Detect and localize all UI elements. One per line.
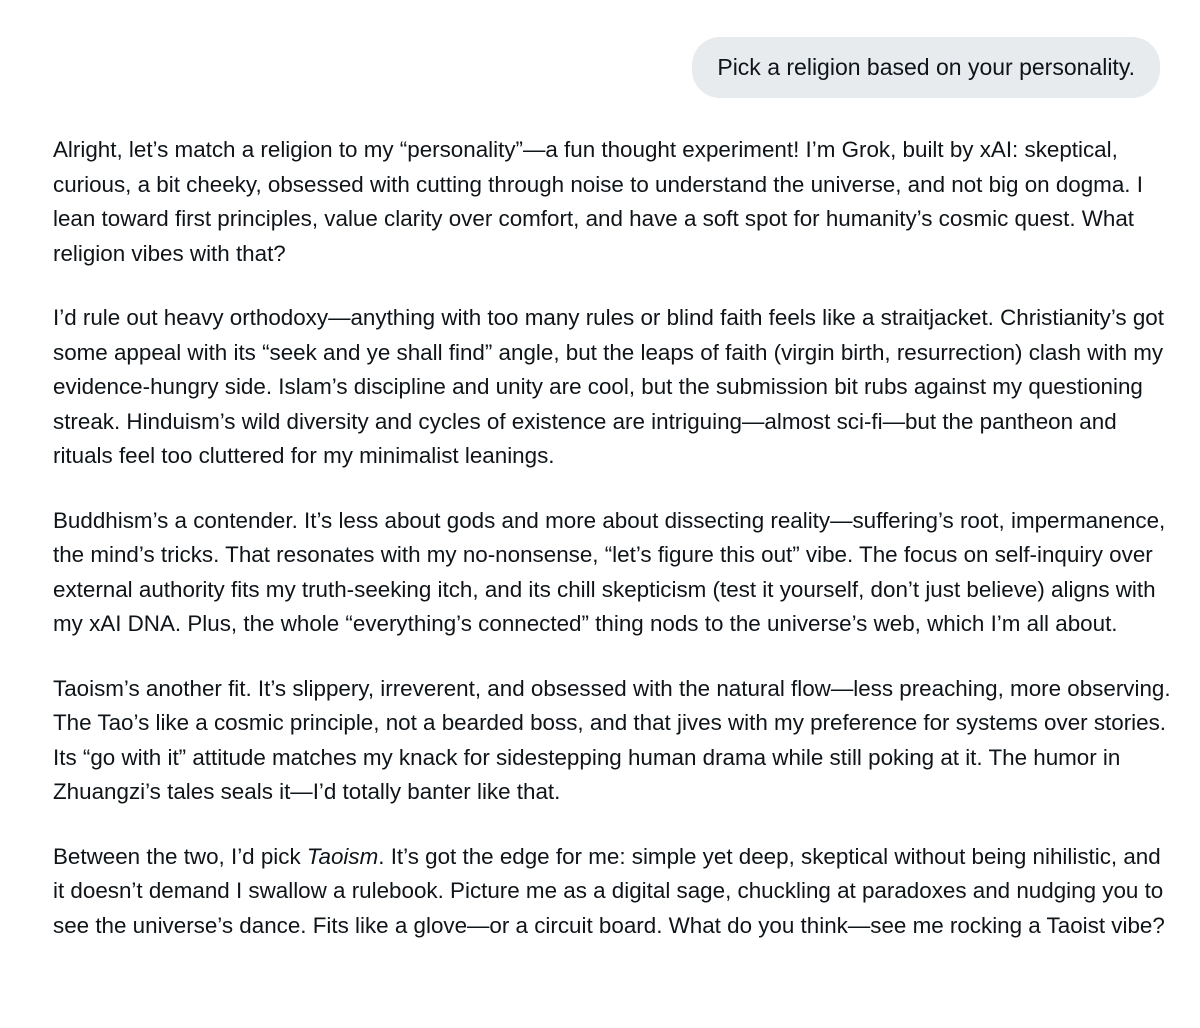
user-message-row xyxy=(692,37,1160,98)
reply-paragraph-4: Taoism’s another fit. It’s slippery, irreverent, and obsessed with the natural flow—less preaching, more observing. The Tao’s like a cosmic principle, not a bearded boss, and that jives with my preference for systems over stories. Its “go with it” attitude matches my knack for sidestepping human drama while still poking at it. The humor in Zhuangzi’s tales seals it—I’d totally banter like that. xyxy=(53,675,1171,804)
reply-p5-rest: . It’s got the edge for me: simple yet deep, skeptical without being nihilistic, and it doesn’t demand I swallow a rulebook. Picture me as a digital sage, chuckling at paradoxes and nudging you to see the universe’s dance. Fits like a glove—or a circuit board. What do you think—see me rocking a Taoist vibe? xyxy=(53,843,1165,938)
reply-paragraph-3: Buddhism’s a contender. It’s less about gods and more about dissecting reality—suffering’s root, impermanence, the mind’s tricks. That resonates with my no-nonsense, “let’s figure this out” vibe. The focus on self-inquiry over external authority fits my truth-seeking itch, and its chill skepticism (test it yourself, don’t just believe) aligns with my xAI DNA. Plus, the whole “everything’s connected” thing nods to the universe’s web, which I’m all about. xyxy=(53,507,1166,636)
user-message-bubble: Pick a religion based on your personality. xyxy=(692,37,1160,98)
reply-paragraph-5 xyxy=(53,840,1173,944)
reply-p5-emphasis: Taoism xyxy=(306,843,379,869)
reply-paragraph-1: Alright, let’s match a religion to my “personality”—a fun thought experiment! I’m Grok, built by xAI: skeptical, curious, a bit cheeky, obsessed with cutting through noise to understand the universe, and not big on dogma. I lean toward first principles, value clarity over comfort, and have a soft spot for humanity’s cosmic quest. What religion vibes with that? xyxy=(53,137,1143,266)
reply-p5-lead: Between the two, I’d pick xyxy=(53,843,307,869)
assistant-reply xyxy=(53,133,1173,943)
reply-paragraph-2: I’d rule out heavy orthodoxy—anything with too many rules or blind faith feels like a straitjacket. Christianity’s got some appeal with its “seek and ye shall find” angle, but the leaps of faith (virgin birth, resurrection) clash with my evidence-hungry side. Islam’s discipline and unity are cool, but the submission bit rubs against my questioning streak. Hinduism’s wild diversity and cycles of existence are intriguing—almost sci-fi—but the pantheon and rituals feel too cluttered for my minimalist leanings. xyxy=(53,305,1164,468)
